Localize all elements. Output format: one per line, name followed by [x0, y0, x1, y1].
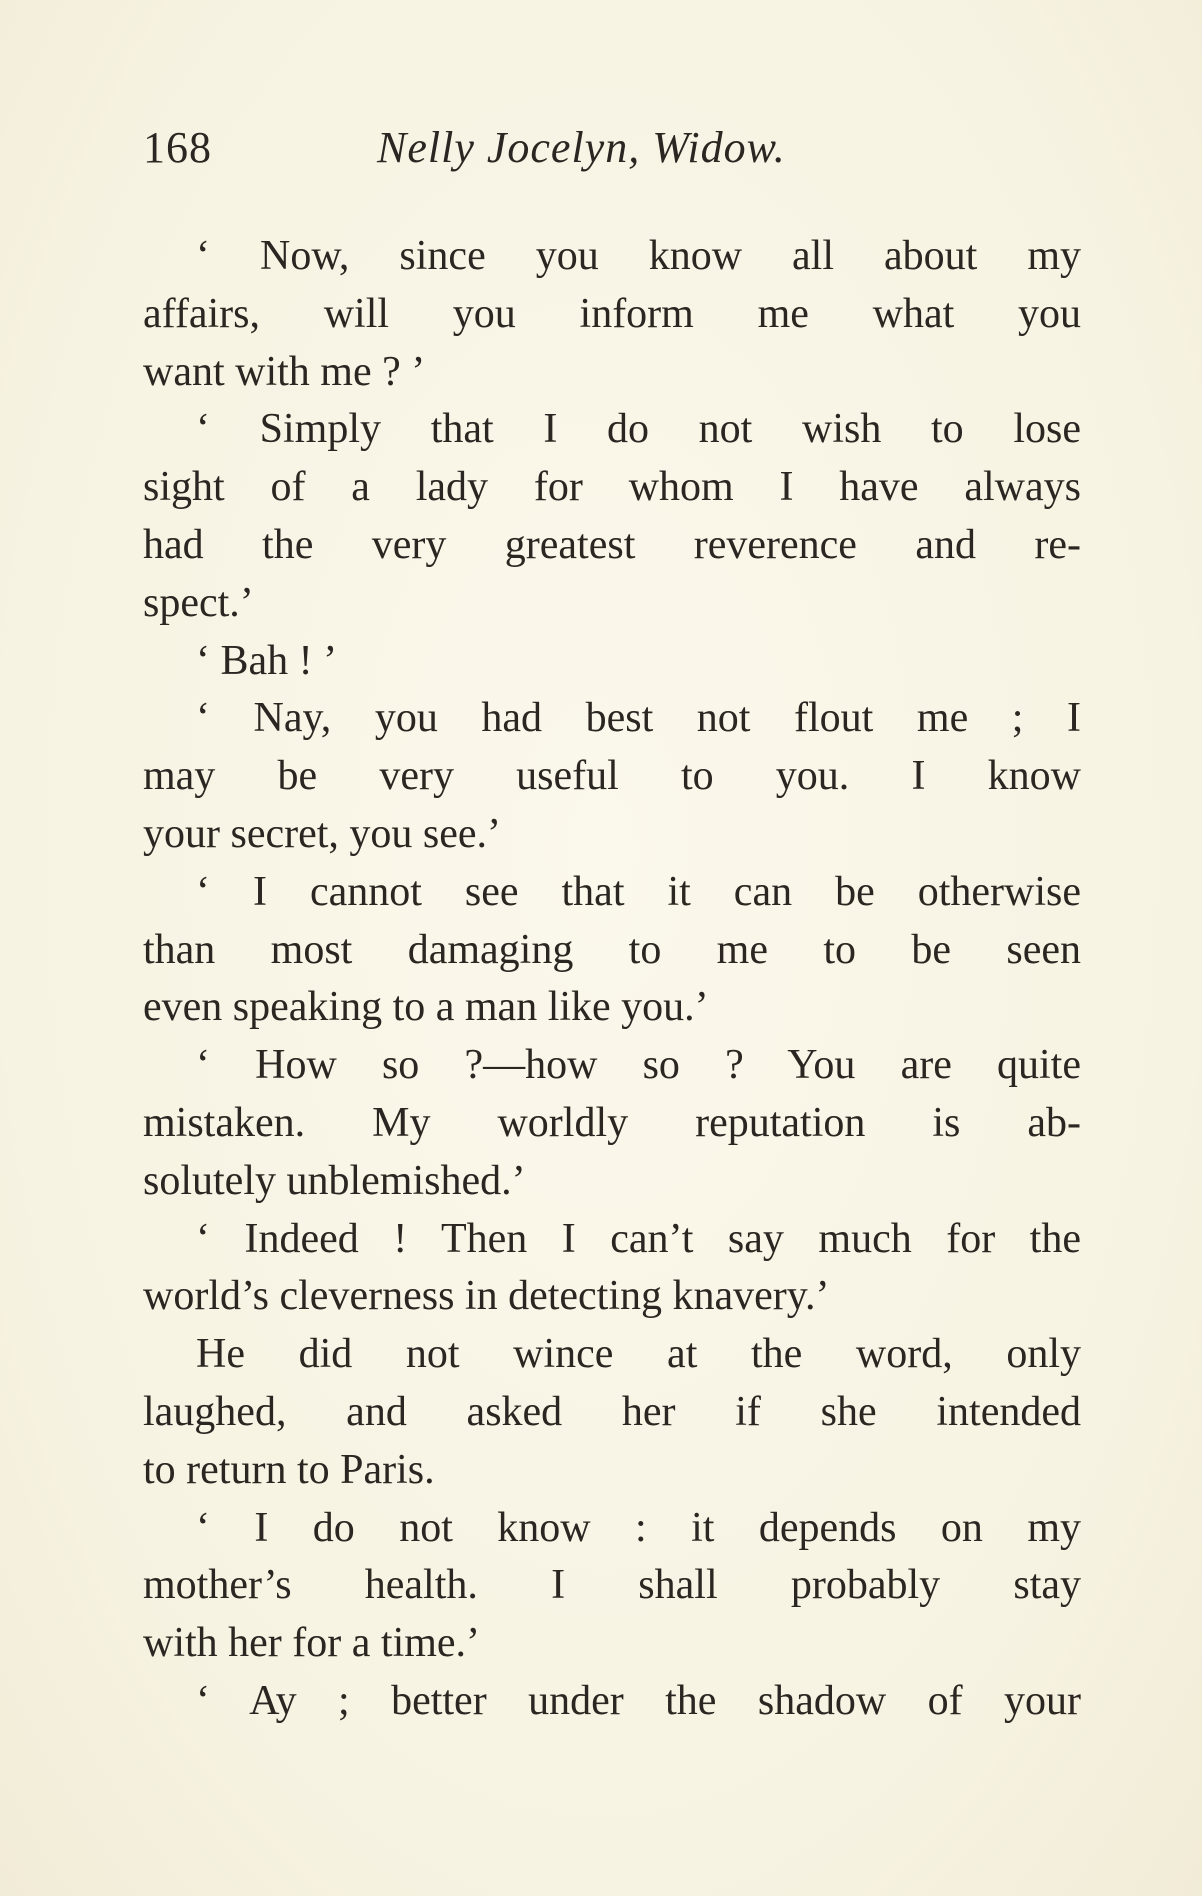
text-line: laughed, and asked her if she intended [143, 1388, 1081, 1435]
text-line: your secret, you see.’ [143, 810, 502, 857]
text-line: spect.’ [143, 579, 254, 626]
text-line: sight of a lady for whom I have always [143, 464, 1081, 511]
text-line: even speaking to a man like you.’ [143, 984, 709, 1031]
text-line: ‘ How so ?—how so ? You are quite [196, 1042, 1081, 1089]
text-line: ‘ I do not know : it depends on my [196, 1504, 1081, 1551]
text-line: solutely unblemished.’ [143, 1157, 526, 1204]
text-line: ‘ Indeed ! Then I can’t say much for the [196, 1215, 1081, 1262]
text-line: than most damaging to me to be seen [143, 926, 1081, 973]
text-line: ‘ Bah ! ’ [196, 637, 338, 684]
text-line: may be very useful to you. I know [143, 753, 1081, 800]
text-line: mistaken. My worldly reputation is ab- [143, 1099, 1081, 1146]
text-line: ‘ Nay, you had best not flout me ; I [196, 695, 1081, 742]
text-line: ‘ I cannot see that it can be otherwise [196, 868, 1081, 915]
page-number: 168 [143, 123, 212, 172]
text-line: affairs, will you inform me what you [143, 290, 1081, 337]
text-line: ‘ Simply that I do not wish to lose [196, 406, 1081, 453]
text-line: ‘ Now, since you know all about my [196, 233, 1081, 279]
text-line: mother’s health. I shall probably stay [143, 1562, 1081, 1609]
text-line: had the very greatest reverence and re- [143, 521, 1081, 568]
running-title: Nelly Jocelyn, Widow. [377, 123, 786, 172]
body-text [143, 228, 1081, 1731]
text-line: world’s cleverness in detecting knavery.’ [143, 1273, 830, 1320]
text-line: with her for a time.’ [143, 1620, 481, 1667]
text-line: ‘ Ay ; better under the shadow of your [196, 1677, 1081, 1724]
text-line: He did not wince at the word, only [196, 1331, 1081, 1378]
text-line: to return to Paris. [143, 1446, 435, 1493]
text-line: want with me ? ’ [143, 348, 426, 395]
page-header [143, 122, 1083, 182]
